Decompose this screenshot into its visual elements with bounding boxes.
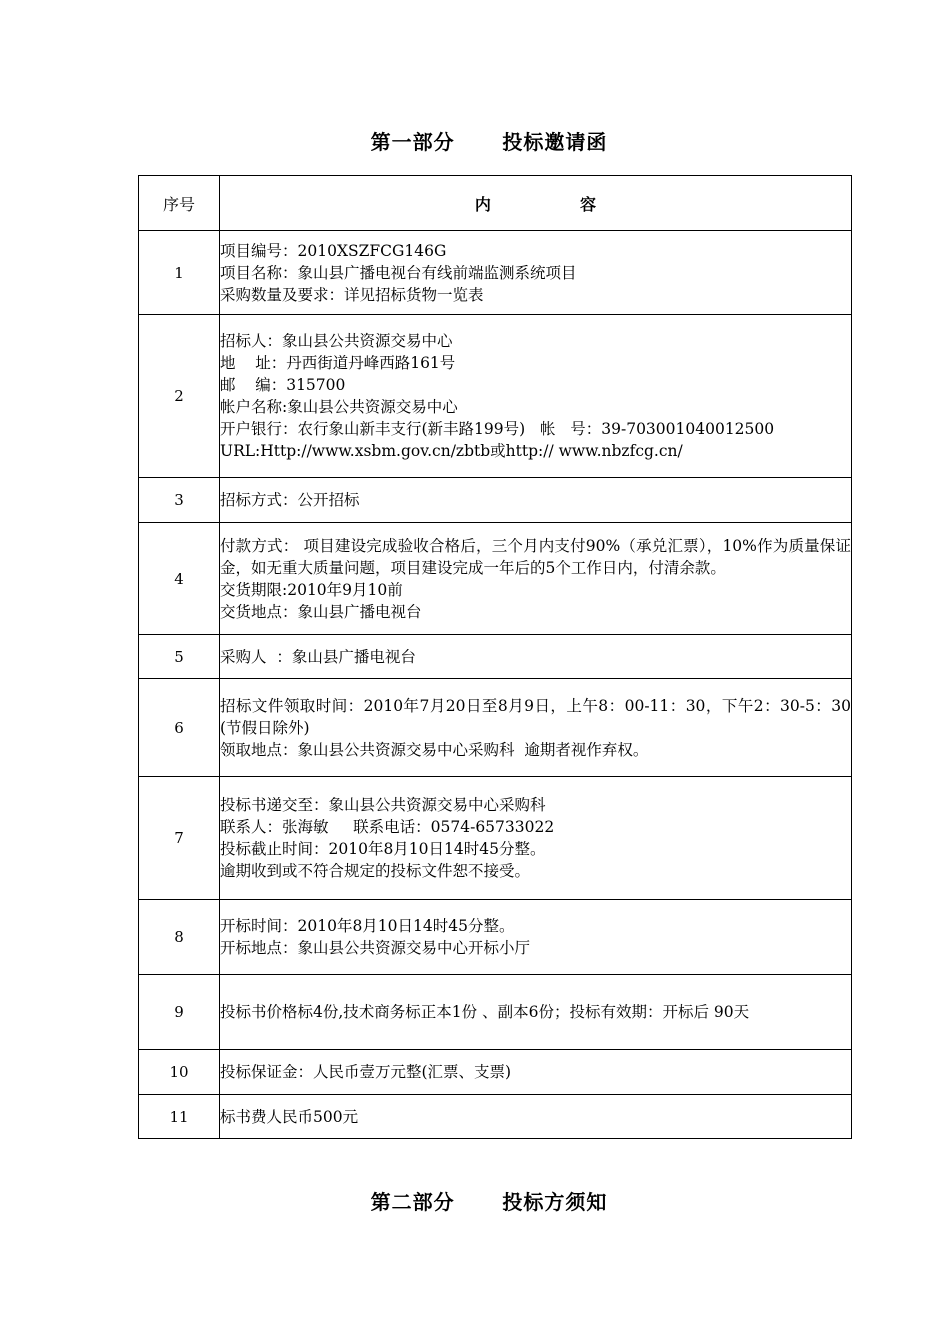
row-line: 交货期限:2010年9月10前 [220, 580, 403, 599]
table-header-row [139, 176, 852, 231]
row-line: 付款方式： 项目建设完成验收合格后，三个月内支付90%（承兑汇票），10%作为质量保证金，如无重大质量问题，项目建设完成一年后的5个工作日内，付清余款。 [220, 536, 851, 577]
row-content [220, 1095, 852, 1139]
row-line: 项目编号：2010XSZFCG146G [220, 241, 447, 260]
table-row [139, 635, 852, 679]
row-content [220, 777, 852, 900]
row-content [220, 679, 852, 777]
row-line: 投标保证金：人民币壹万元整(汇票、支票) [220, 1063, 512, 1081]
table-row [139, 231, 852, 315]
part1-title: 第一部分 投标邀请函 [370, 130, 608, 154]
row-line: 地 址：丹西街道丹峰西路161号 [220, 354, 456, 372]
row-number: 7 [139, 777, 220, 900]
row-line: 投标书价格标4份,技术商务标正本1份 、副本6份；投标有效期：开标后 90天 [220, 1003, 750, 1021]
row-line: 招标方式：公开招标 [220, 491, 360, 509]
header-content-label: 内 容 [474, 194, 597, 214]
row-line: 标书费人民币500元 [220, 1107, 359, 1126]
table-row [139, 1095, 852, 1139]
row-line: 采购人 ：象山县广播电视台 [220, 647, 416, 666]
row-line: 帐户名称:象山县公共资源交易中心 [220, 398, 458, 416]
row-line: 领取地点：象山县公共资源交易中心采购科 逾期者视作弃权。 [220, 740, 649, 759]
row-line: 开标时间：2010年8月10日14时45分整。 [220, 917, 515, 935]
header-no: 序号 [139, 176, 220, 231]
invitation-table [138, 175, 852, 1139]
table-row [139, 679, 852, 777]
row-line: URL:Http://www.xsbm.gov.cn/zbtb或http:// www.nbzfcg.cn/ [220, 442, 683, 460]
row-content [220, 635, 852, 679]
row-line: 开标地点：象山县公共资源交易中心开标小厅 [220, 939, 531, 957]
row-content [220, 478, 852, 523]
row-line: 邮 编：315700 [220, 376, 346, 394]
row-line: 逾期收到或不符合规定的投标文件恕不接受。 [220, 862, 531, 880]
row-line: 投标截止时间：2010年8月10日14时45分整。 [220, 840, 546, 858]
row-line: 开户银行：农行象山新丰支行(新丰路199号) 帐 号：39-703001040012500 [220, 420, 775, 438]
row-content [220, 523, 852, 635]
table-row [139, 900, 852, 975]
row-number: 1 [139, 231, 220, 315]
row-number: 3 [139, 478, 220, 523]
part2-title: 第二部分 投标方须知 [370, 1190, 608, 1214]
table-row [139, 315, 852, 478]
header-content [220, 176, 852, 231]
row-line: 项目名称：象山县广播电视台有线前端监测系统项目 [220, 263, 577, 282]
row-line: 招标文件领取时间：2010年7月20日至8月9日，上午8：00-11：30，下午2：30-5：30(节假日除外) [220, 696, 851, 737]
row-line: 招标人：象山县公共资源交易中心 [220, 332, 453, 350]
row-content [220, 900, 852, 975]
row-line: 采购数量及要求：详见招标货物一览表 [220, 285, 484, 304]
row-line: 交货地点：象山县广播电视台 [220, 602, 422, 621]
row-number: 10 [139, 1050, 220, 1095]
row-number: 4 [139, 523, 220, 635]
row-line: 投标书递交至：象山县公共资源交易中心采购科 [220, 796, 546, 814]
row-number: 9 [139, 975, 220, 1050]
row-number: 5 [139, 635, 220, 679]
row-content [220, 975, 852, 1050]
row-content [220, 315, 852, 478]
row-line: 联系人：张海敏 联系电话：0574-65733022 [220, 818, 555, 836]
row-number: 11 [139, 1095, 220, 1139]
table-row [139, 1050, 852, 1095]
table-row [139, 523, 852, 635]
row-content [220, 231, 852, 315]
row-number: 8 [139, 900, 220, 975]
row-content [220, 1050, 852, 1095]
table-row [139, 777, 852, 900]
row-number: 6 [139, 679, 220, 777]
table-row [139, 478, 852, 523]
table-row [139, 975, 852, 1050]
row-number: 2 [139, 315, 220, 478]
